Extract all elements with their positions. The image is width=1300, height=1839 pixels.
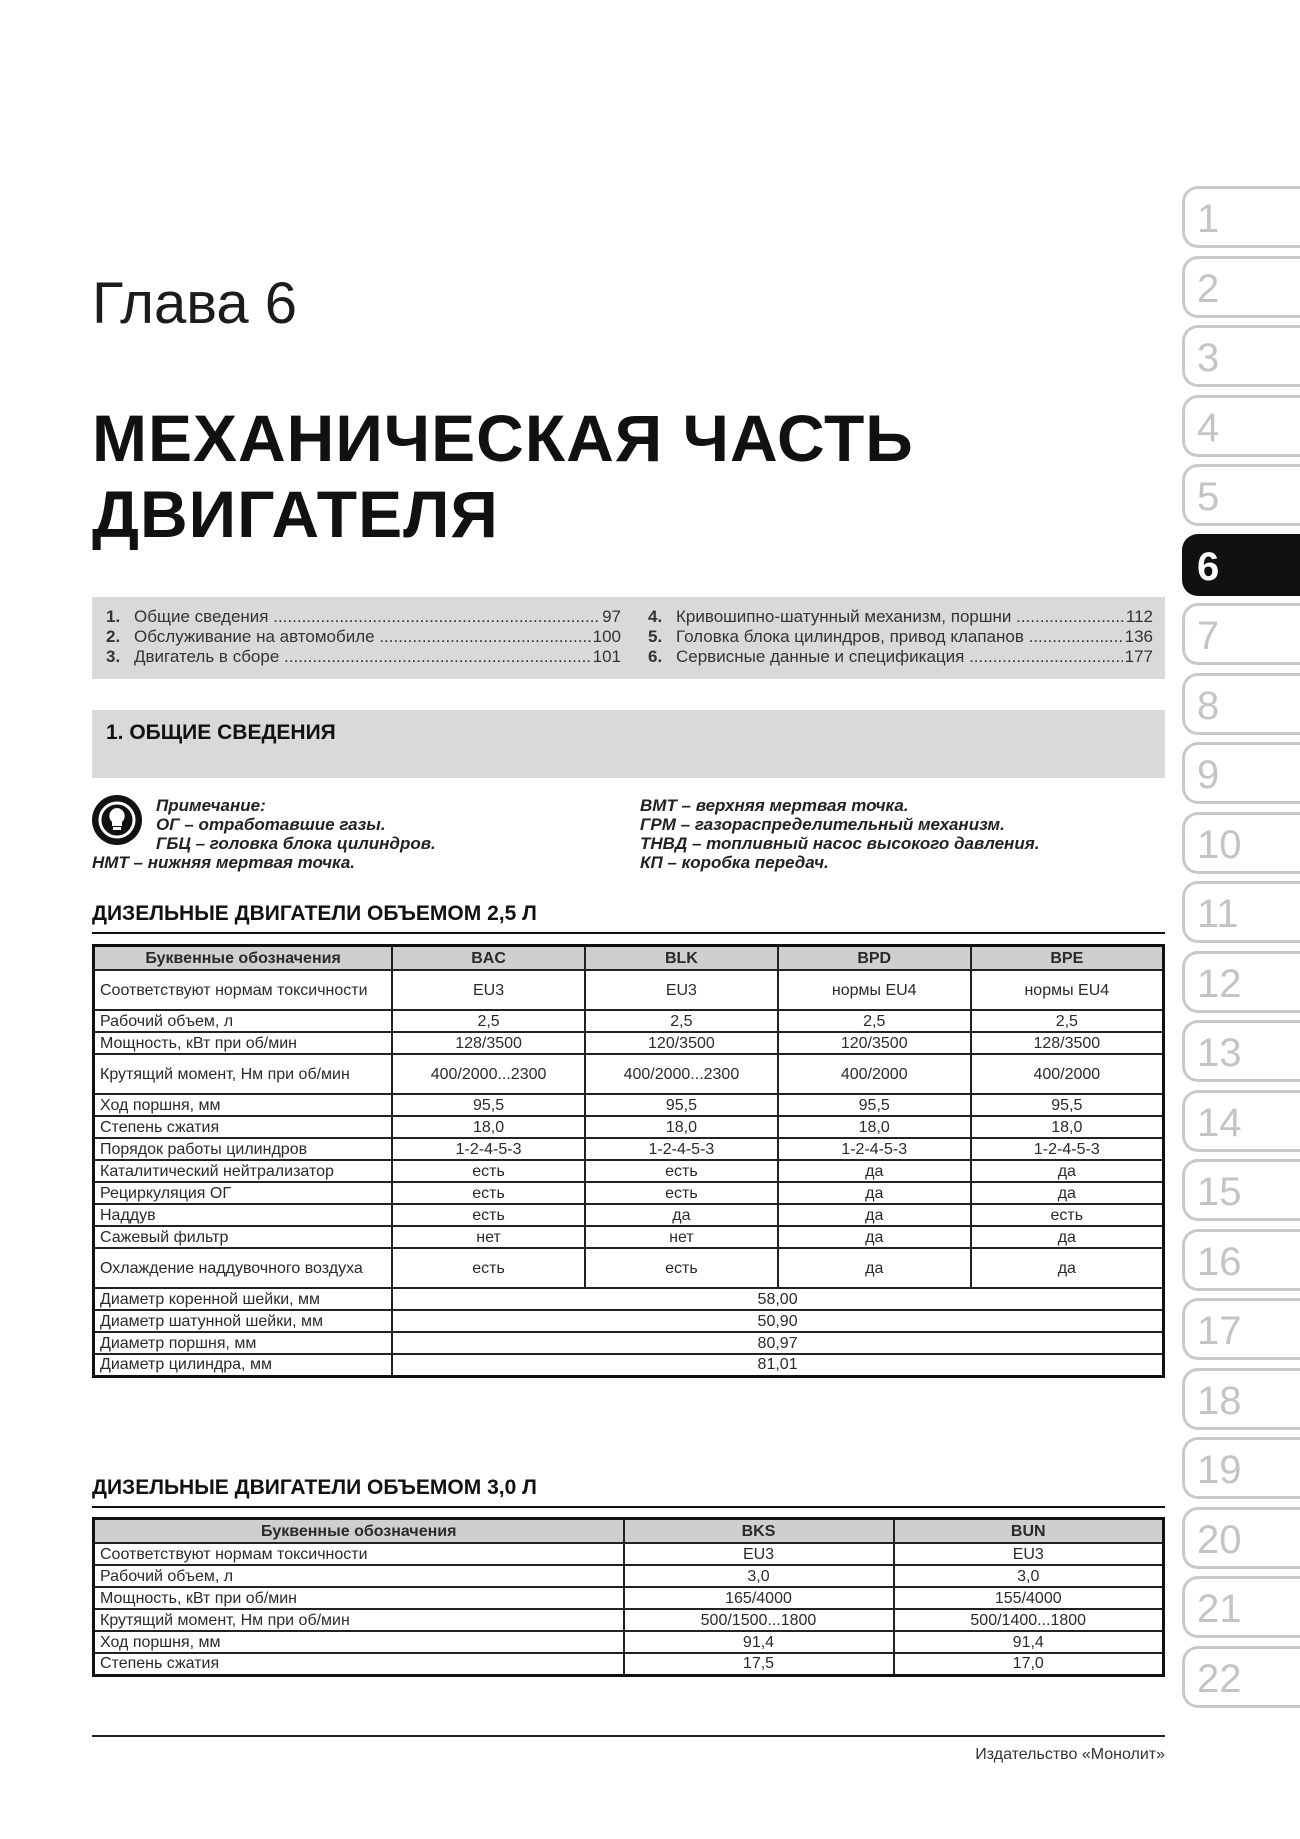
- row-value: 500/1400...1800: [894, 1609, 1164, 1631]
- chapter-tab-number: 19: [1197, 1448, 1242, 1492]
- row-value: да: [971, 1182, 1164, 1204]
- chapter-tab-number: 9: [1197, 753, 1220, 797]
- row-label: Диаметр коренной шейки, мм: [94, 1288, 393, 1310]
- table-row: [94, 1182, 1164, 1204]
- row-value: 400/2000: [778, 1054, 971, 1094]
- table-row: [94, 1010, 1164, 1032]
- chapter-tab-number: 5: [1197, 475, 1220, 519]
- table-row: [94, 1054, 1164, 1094]
- table-header-row: [94, 1519, 1164, 1544]
- chapter-contents: [92, 597, 1165, 679]
- chapter-tab-number: 16: [1197, 1239, 1242, 1284]
- row-value: 95,5: [392, 1094, 585, 1116]
- row-value: 95,5: [971, 1094, 1164, 1116]
- row-value: 3,0: [624, 1565, 894, 1587]
- row-value: 95,5: [778, 1094, 971, 1116]
- note-left: [92, 796, 436, 872]
- table1-heading: ДИЗЕЛЬНЫЕ ДВИГАТЕЛИ ОБЪЕМОМ 2,5 Л: [92, 902, 537, 925]
- note-right: [640, 796, 1039, 872]
- row-value: да: [778, 1204, 971, 1226]
- lightbulb-icon: [92, 795, 142, 845]
- row-value: нет: [585, 1226, 778, 1248]
- row-value: да: [971, 1248, 1164, 1288]
- row-label: Крутящий момент, Нм при об/мин: [94, 1054, 393, 1094]
- table-row: [94, 1248, 1164, 1288]
- publisher-credit: Издательство «Монолит»: [975, 1746, 1165, 1763]
- row-label: Диаметр цилиндра, мм: [94, 1354, 393, 1376]
- toc-item-title: Головка блока цилиндров, привод клапанов .....: [676, 627, 1123, 647]
- row-value: нормы EU4: [778, 970, 971, 1010]
- engine-specs-table-3-0: [92, 1517, 1165, 1677]
- row-label: Степень сжатия: [94, 1653, 624, 1675]
- chapter-title-line1: МЕХАНИЧЕСКАЯ ЧАСТЬ: [92, 401, 914, 475]
- chapter-title: [92, 400, 914, 552]
- row-value: 1-2-4-5-3: [392, 1138, 585, 1160]
- note-line: Примечание:: [156, 796, 266, 815]
- row-value: 80,97: [392, 1332, 1163, 1354]
- chapter-tab-15[interactable]: [1182, 1159, 1300, 1221]
- toc-item[interactable]: [106, 627, 621, 647]
- table-row: [94, 1332, 1164, 1354]
- table-header-cell: BAC: [392, 946, 585, 971]
- chapter-tab-number: 11: [1197, 892, 1239, 936]
- row-value: 18,0: [392, 1116, 585, 1138]
- toc-item-page: 97: [602, 607, 621, 626]
- toc-item-page: 136: [1124, 627, 1153, 646]
- row-label: Диаметр поршня, мм: [94, 1332, 393, 1354]
- chapter-tab-2[interactable]: [1182, 256, 1300, 318]
- chapter-tab-19[interactable]: [1182, 1437, 1300, 1499]
- toc-item-title: Обслуживание на автомобиле .....: [134, 627, 591, 647]
- toc-item[interactable]: [106, 647, 621, 667]
- row-value: 500/1500...1800: [624, 1609, 894, 1631]
- row-value: 18,0: [585, 1116, 778, 1138]
- table2-heading-rule: [92, 1506, 1165, 1508]
- chapter-tab-13[interactable]: [1182, 1020, 1300, 1082]
- chapter-tab-number: 17: [1197, 1309, 1242, 1353]
- note-line: ВМТ – верхняя мертвая точка.: [640, 796, 909, 815]
- chapter-tab-22[interactable]: [1182, 1646, 1300, 1708]
- row-value: 2,5: [392, 1010, 585, 1032]
- chapter-tab-18[interactable]: [1182, 1368, 1300, 1430]
- chapter-tab-number: 1: [1197, 197, 1220, 241]
- chapter-tab-12[interactable]: [1182, 951, 1300, 1013]
- row-value: есть: [971, 1204, 1164, 1226]
- chapter-tab-16[interactable]: [1182, 1229, 1300, 1291]
- row-value: 120/3500: [778, 1032, 971, 1054]
- table-row: [94, 970, 1164, 1010]
- row-value: 91,4: [894, 1631, 1164, 1653]
- table-header-cell: Буквенные обозначения: [94, 1519, 624, 1544]
- row-label: Порядок работы цилиндров: [94, 1138, 393, 1160]
- row-label: Ход поршня, мм: [94, 1631, 624, 1653]
- row-value: 91,4: [624, 1631, 894, 1653]
- row-value: 81,01: [392, 1354, 1163, 1376]
- chapter-tabs: [1182, 186, 1300, 1715]
- row-value: да: [971, 1226, 1164, 1248]
- row-value: 58,00: [392, 1288, 1163, 1310]
- row-label: Наддув: [94, 1204, 393, 1226]
- row-value: 18,0: [971, 1116, 1164, 1138]
- table-row: [94, 1310, 1164, 1332]
- note-line: ОГ – отработавшие газы.: [156, 815, 386, 834]
- table-row: [94, 1587, 1164, 1609]
- table-row: [94, 1609, 1164, 1631]
- table-row: [94, 1354, 1164, 1376]
- table-header-cell: BKS: [624, 1519, 894, 1544]
- row-label: Ход поршня, мм: [94, 1094, 393, 1116]
- row-value: да: [778, 1226, 971, 1248]
- chapter-tab-17[interactable]: [1182, 1298, 1300, 1360]
- toc-item-page: 177: [1124, 647, 1153, 666]
- toc-item-title: Двигатель в сборе .....: [134, 647, 591, 667]
- chapter-tab-number: 6: [1197, 544, 1220, 589]
- row-value: нет: [392, 1226, 585, 1248]
- row-value: 2,5: [971, 1010, 1164, 1032]
- toc-item[interactable]: [648, 647, 1153, 667]
- row-value: 95,5: [585, 1094, 778, 1116]
- row-value: есть: [585, 1182, 778, 1204]
- toc-item-number: 5.: [648, 627, 663, 646]
- chapter-tab-20[interactable]: [1182, 1507, 1300, 1569]
- note-line: НМТ – нижняя мертвая точка.: [92, 853, 356, 872]
- chapter-tab-8[interactable]: [1182, 673, 1300, 735]
- table-row: [94, 1631, 1164, 1653]
- row-label: Мощность, кВт при об/мин: [94, 1587, 624, 1609]
- toc-item-number: 1.: [106, 607, 121, 626]
- row-label: Диаметр шатунной шейки, мм: [94, 1310, 393, 1332]
- chapter-tab-number: 7: [1197, 614, 1220, 658]
- chapter-title-line2: ДВИГАТЕЛЯ: [92, 477, 499, 551]
- chapter-tab-number: 3: [1197, 336, 1220, 380]
- row-value: 2,5: [778, 1010, 971, 1032]
- row-value: есть: [392, 1160, 585, 1182]
- row-value: EU3: [624, 1543, 894, 1565]
- toc-item-title: Общие сведения .....: [134, 607, 600, 627]
- row-value: есть: [585, 1160, 778, 1182]
- row-value: EU3: [392, 970, 585, 1010]
- table-header-cell: BPE: [971, 946, 1164, 971]
- toc-item[interactable]: [648, 627, 1153, 647]
- row-value: 400/2000...2300: [392, 1054, 585, 1094]
- chapter-tab-number: 21: [1197, 1587, 1242, 1631]
- chapter-tab-number: 20: [1197, 1517, 1242, 1562]
- chapter-tab-number: 13: [1197, 1031, 1242, 1075]
- row-value: да: [778, 1182, 971, 1204]
- chapter-tab-number: 15: [1197, 1170, 1242, 1214]
- toc-right-column: [648, 607, 1153, 667]
- table1-heading-rule: [92, 932, 1165, 934]
- toc-item-page: 112: [1125, 607, 1153, 626]
- toc-item-number: 6.: [648, 647, 663, 666]
- row-value: 2,5: [585, 1010, 778, 1032]
- table-row: [94, 1565, 1164, 1587]
- chapter-tab-number: 10: [1197, 822, 1242, 867]
- table-row: [94, 1653, 1164, 1675]
- chapter-tab-9[interactable]: [1182, 742, 1300, 804]
- row-value: есть: [392, 1182, 585, 1204]
- table-row: [94, 1116, 1164, 1138]
- table-header-row: [94, 946, 1164, 971]
- row-label: Соответствуют нормам токсичности: [94, 1543, 624, 1565]
- chapter-tab-7[interactable]: [1182, 603, 1300, 665]
- row-value: есть: [392, 1204, 585, 1226]
- section-title: 1. ОБЩИЕ СВЕДЕНИЯ: [106, 721, 336, 744]
- table-row: [94, 1204, 1164, 1226]
- chapter-tab-1[interactable]: [1182, 186, 1300, 248]
- toc-item-title: Кривошипно-шатунный механизм, поршни .....: [676, 607, 1124, 627]
- row-value: 400/2000...2300: [585, 1054, 778, 1094]
- row-value: да: [585, 1204, 778, 1226]
- row-value: 1-2-4-5-3: [585, 1138, 778, 1160]
- chapter-tab-3[interactable]: [1182, 325, 1300, 387]
- note-line: ГБЦ – головка блока цилиндров.: [156, 834, 436, 853]
- row-value: да: [778, 1248, 971, 1288]
- table-row: [94, 1138, 1164, 1160]
- note-line: ТНВД – топливный насос высокого давления.: [640, 834, 1040, 853]
- row-value: 1-2-4-5-3: [778, 1138, 971, 1160]
- chapter-label: Глава 6: [92, 271, 298, 336]
- table-header-cell: Буквенные обозначения: [94, 946, 393, 971]
- row-label: Рабочий объем, л: [94, 1010, 393, 1032]
- row-value: 18,0: [778, 1116, 971, 1138]
- toc-item[interactable]: [106, 607, 621, 627]
- table-row: [94, 1032, 1164, 1054]
- row-value: 120/3500: [585, 1032, 778, 1054]
- table-row: [94, 1094, 1164, 1116]
- row-label: Степень сжатия: [94, 1116, 393, 1138]
- row-label: Сажевый фильтр: [94, 1226, 393, 1248]
- row-value: да: [971, 1160, 1164, 1182]
- row-label: Охлаждение наддувочного воздуха: [94, 1248, 393, 1288]
- toc-item[interactable]: [648, 607, 1153, 627]
- section-header: [92, 710, 1165, 778]
- row-value: 17,0: [894, 1653, 1164, 1675]
- chapter-tab-10[interactable]: [1182, 812, 1300, 874]
- row-label: Крутящий момент, Нм при об/мин: [94, 1609, 624, 1631]
- table-header-cell: BUN: [894, 1519, 1164, 1544]
- row-value: есть: [392, 1248, 585, 1288]
- note-line: КП – коробка передач.: [640, 853, 829, 872]
- chapter-tab-number: 22: [1197, 1656, 1242, 1701]
- row-value: EU3: [894, 1543, 1164, 1565]
- table-header-cell: BLK: [585, 946, 778, 971]
- chapter-tab-number: 14: [1197, 1100, 1242, 1145]
- row-value: 128/3500: [392, 1032, 585, 1054]
- row-label: Рабочий объем, л: [94, 1565, 624, 1587]
- row-value: нормы EU4: [971, 970, 1164, 1010]
- toc-item-number: 2.: [106, 627, 121, 646]
- footer-rule: [92, 1735, 1165, 1737]
- chapter-tab-number: 2: [1197, 266, 1220, 311]
- toc-item-page: 101: [592, 647, 621, 666]
- toc-item-number: 4.: [648, 607, 663, 626]
- table-row: [94, 1543, 1164, 1565]
- chapter-tab-number: 18: [1197, 1378, 1242, 1423]
- engine-specs-table-2-5: [92, 944, 1165, 1378]
- table-row: [94, 1226, 1164, 1248]
- row-label: Каталитический нейтрализатор: [94, 1160, 393, 1182]
- row-value: да: [778, 1160, 971, 1182]
- toc-left-column: [106, 607, 621, 667]
- row-value: 155/4000: [894, 1587, 1164, 1609]
- row-value: EU3: [585, 970, 778, 1010]
- chapter-tab-6[interactable]: [1182, 534, 1300, 596]
- chapter-tab-4[interactable]: [1182, 395, 1300, 457]
- row-value: есть: [585, 1248, 778, 1288]
- toc-item-number: 3.: [106, 647, 121, 666]
- chapter-tab-5[interactable]: [1182, 464, 1300, 526]
- row-label: Рециркуляция ОГ: [94, 1182, 393, 1204]
- row-value: 400/2000: [971, 1054, 1164, 1094]
- row-label: Мощность, кВт при об/мин: [94, 1032, 393, 1054]
- row-value: 128/3500: [971, 1032, 1164, 1054]
- row-value: 50,90: [392, 1310, 1163, 1332]
- chapter-tab-11[interactable]: [1182, 881, 1300, 943]
- toc-item-title: Сервисные данные и спецификация .....: [676, 647, 1123, 667]
- table-row: [94, 1160, 1164, 1182]
- row-value: 17,5: [624, 1653, 894, 1675]
- row-label: Соответствуют нормам токсичности: [94, 970, 393, 1010]
- note-line: ГРМ – газораспределительный механизм.: [640, 815, 1005, 834]
- table-header-cell: BPD: [778, 946, 971, 971]
- chapter-tab-number: 4: [1197, 405, 1220, 450]
- toc-item-page: 100: [592, 627, 621, 646]
- row-value: 3,0: [894, 1565, 1164, 1587]
- chapter-tab-21[interactable]: [1182, 1576, 1300, 1638]
- row-value: 165/4000: [624, 1587, 894, 1609]
- row-value: 1-2-4-5-3: [971, 1138, 1164, 1160]
- table-row: [94, 1288, 1164, 1310]
- chapter-tab-number: 8: [1197, 683, 1220, 728]
- table2-heading: ДИЗЕЛЬНЫЕ ДВИГАТЕЛИ ОБЪЕМОМ 3,0 Л: [92, 1476, 537, 1499]
- chapter-tab-number: 12: [1197, 961, 1242, 1006]
- chapter-tab-14[interactable]: [1182, 1090, 1300, 1152]
